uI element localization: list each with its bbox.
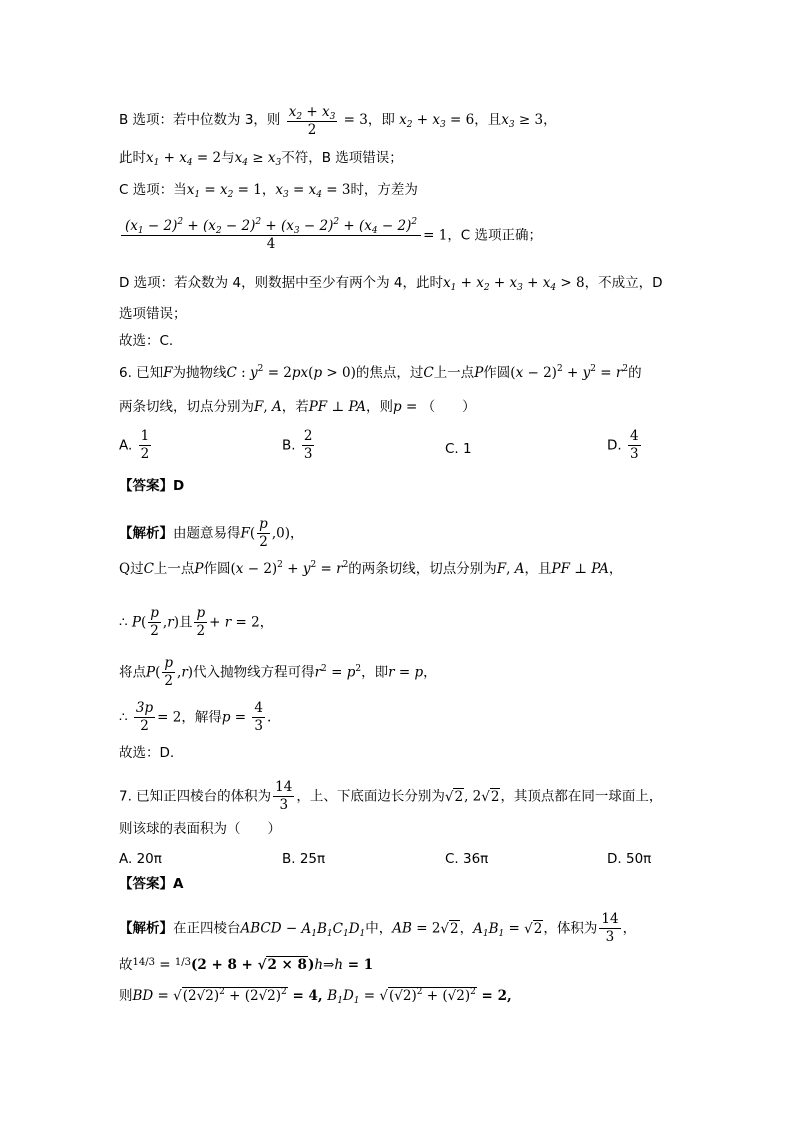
q6-stem-line-1: 6. 已知F为抛物线C : $y^2 = 2px(p > 0)$的焦点，过C上一点P作圆$(x - 2)^2 + y^2 = r^2$的 [119,364,642,381]
text: ， [261,182,276,198]
text: ， [543,112,557,128]
text: 则 [119,988,133,1004]
text: 此时 [119,150,146,166]
q6-selection: 故选：D. [119,745,175,761]
text: C 选项：当 [119,182,187,198]
q6-option-a[interactable] [119,428,153,463]
text: ，即 [361,664,389,681]
text: 7. 已知正四棱台的体积为 [119,788,272,805]
q7-stem-line-1: 7. 已知正四棱台的体积为 $\frac{14}{3}$ ，上、下底面边长分别为√2, 2√2，其顶点都在同一球面上， [119,779,663,813]
option-c-line-1: C 选项：当$x_1 = x_2 = 1$，$x_3 = x_4 = 3$时，方差为 [119,182,418,200]
text: B 选项：若中位数为 3，则 [119,112,281,128]
variance-formula: $\frac{(x_1 - 2)^2 + (x_2 - 2)^2 + (x_3 - 2)^2 + (x_4 - 2)^2}{4}$ = 1，C 选项正确； [119,218,542,253]
text: 由题意易得 [173,525,241,542]
option-d-line-2: 选项错误； [119,306,187,322]
text: 作圆 [483,365,511,381]
analysis-label: 【解析】 [119,525,173,542]
q6-option-d[interactable] [607,428,643,463]
fraction: $\frac{1}{2}$ [140,428,150,462]
option-label: B. 25π [282,851,326,867]
median-fraction: $\frac{x_2 + x_3}{2}$ [288,104,336,138]
text: 将点 [119,664,146,681]
text: 代入抛物线方程可得 [193,664,315,681]
q7-answer: 【答案】A [119,876,184,892]
q6-analysis-line-5: ∴ $\frac{3p}{2}$ = 2，解得p = $\frac{4}{3}$ . [119,700,272,734]
text: 两条切线，切点分别为 [119,399,254,415]
q7-option-d[interactable] [607,851,651,867]
analysis-label: 【解析】 [119,920,173,937]
text: 的 [628,365,642,381]
fraction: $\frac{2}{3}$ [303,428,313,462]
denominator: 4 [266,236,276,252]
text: ，若 [281,399,309,415]
text: 为抛物线 [172,365,227,381]
fraction: $\frac{4}{3}$ [629,428,639,462]
q6-answer: 【答案】D [119,478,185,494]
option-b-line-2: 此时$x_1 + x_4 = 2$与$x_4 \ge x_3$不符，B 选项错误； [119,150,403,168]
q6-analysis-line-4: 将点P( $\frac{p}{2}$ ,r)代入抛物线方程可得$r^2 = p^2$，即r = p， [119,655,437,689]
text: 故 [119,957,133,973]
option-label: A. [119,437,133,454]
option-label: D. [607,437,622,454]
text: 过 [130,561,144,577]
option-label: A. 20π [119,851,162,867]
option-label: C. 36π [445,851,489,867]
q7-stem-line-2: 则该球的表面积为（ ） [119,821,281,837]
text: 的焦点，过 [355,365,424,381]
text: 上一点 [433,365,475,381]
text: ，C 选项正确； [447,227,543,244]
option-b-line-1: B 选项：若中位数为 3，则 $\frac{x_2 + x_3}{2}$ = 3，即 $x_2 + x_3 = 6$，且$x_3 \ge 3$， [119,104,557,138]
q7-option-c[interactable] [445,851,488,867]
q6-analysis-line-2: Q过C上一点P作圆$(x - 2)^2 + y^2 = r^2$的两条切线，切点分别为F, A，且PF ⊥ PA， [119,560,623,577]
q7-analysis-line-3: 则BD = $√(2√2)^2 + (2√2)^2 = 4$, $B_1D_1 = √(√2)^2 + (√2)^2 = 2$, [119,987,512,1006]
option-label: B. [282,437,296,454]
text: ，上、下底面边长分别为 [296,788,445,805]
text: （ ） [421,399,476,415]
text: 6. 已知 [119,365,164,381]
q7-analysis-line-1: 【解析】在正四棱台ABCD − $A_1B_1C_1D_1$中，AB = 2√2，$A_1B_1 = √2$，体积为 $\frac{14}{3}$ ， [119,911,637,945]
text: D 选项：若众数为 4，则数据中至少有两个为 4，此时 [119,275,443,291]
q6-option-b[interactable] [282,428,316,463]
text: ，不成立，D [584,275,663,291]
text: ，则 [366,399,394,415]
q7-option-b[interactable] [282,851,325,867]
text: 不符，B 选项错误； [281,150,403,166]
text: 作圆 [203,561,231,577]
text: 的两条切线，切点分别为 [348,561,497,577]
text: ，且 [524,561,552,577]
text: 中， [365,920,393,937]
option-d-line-1: D 选项：若众数为 4，则数据中至少有两个为 4，此时$x_1 + x_2 + x_3 + x_4 > 8$，不成立，D [119,275,663,293]
q5-selection: 故选：C. [119,333,174,349]
text: 与 [221,150,235,166]
q6-analysis-line-3: ∴ P( $\frac{p}{2}$ ,r)且 $\frac{p}{2}$ + r = 2， [119,605,274,639]
q6-stem-line-2: 两条切线，切点分别为F, A，若PF ⊥ PA，则p = （ ） [119,399,476,415]
text: 时，方差为 [350,182,418,198]
text: 上一点 [153,561,195,577]
q7-analysis-line-2: 故$^{14/3}$ = $^{1/3}$(2 + 8 + √2 × 8)h⇒h = 1 [119,957,374,973]
option-label: D. 50π [607,851,652,867]
q7-option-a[interactable] [119,851,162,867]
text: ，解得 [181,709,222,726]
text: ，即 [367,112,395,128]
text: ，且 [474,112,502,128]
q6-option-c[interactable] [445,441,472,457]
text: 在正四棱台 [173,920,241,937]
text: 且 [178,614,193,631]
option-label: C. 1 [445,441,472,457]
text: ，其顶点都在同一球面上， [500,788,663,805]
variance-fraction: $\frac{(x_1 - 2)^2 + (x_2 - 2)^2 + (x_3 - 2)^2 + (x_4 - 2)^2}{4}$ [121,218,421,253]
q6-analysis-line-1: 【解析】由题意易得F( $\frac{p}{2}$ ,0)， [119,516,304,550]
text: ，体积为 [543,920,598,937]
